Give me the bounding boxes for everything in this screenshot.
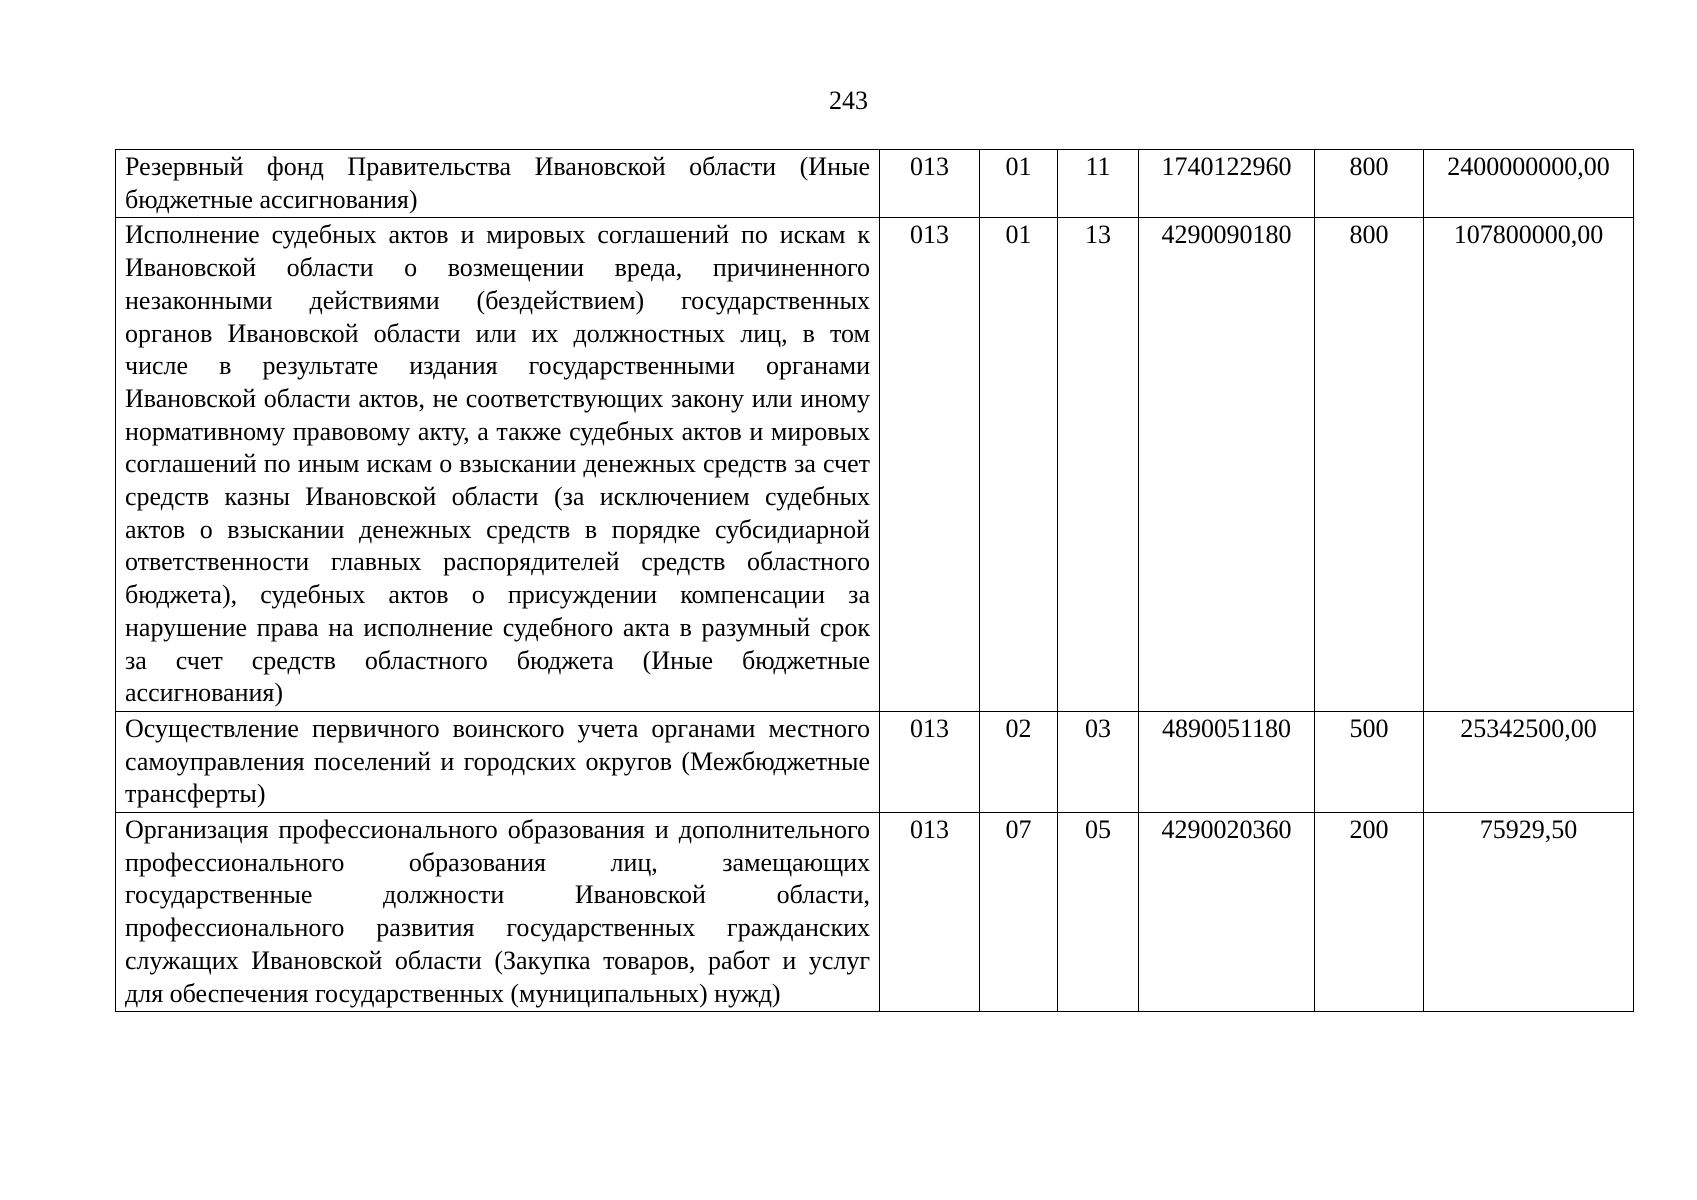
budget-table bbox=[115, 149, 1634, 1012]
target-article-code: 4890051180 bbox=[1139, 711, 1315, 812]
subsection-code: 05 bbox=[1058, 813, 1139, 1012]
subsection-code: 03 bbox=[1058, 711, 1139, 812]
expense-name: Осуществление первичного воинского учета органами местного самоуправления поселений и городских округов (Межбюджетные трансферты) bbox=[116, 711, 880, 812]
page-number: 243 bbox=[829, 86, 868, 115]
section-code: 01 bbox=[980, 218, 1058, 712]
target-article-code: 1740122960 bbox=[1139, 150, 1315, 218]
expense-type-code: 500 bbox=[1315, 711, 1424, 812]
subsection-code: 13 bbox=[1058, 218, 1139, 712]
section-code: 07 bbox=[980, 813, 1058, 1012]
ministry-code: 013 bbox=[880, 813, 980, 1012]
amount: 75929,50 bbox=[1424, 813, 1634, 1012]
expense-name: Резервный фонд Правительства Ивановской области (Иные бюджетные ассигнования) bbox=[116, 150, 880, 218]
ministry-code: 013 bbox=[880, 218, 980, 712]
ministry-code: 013 bbox=[880, 711, 980, 812]
table-row bbox=[116, 813, 1634, 1012]
table-row bbox=[116, 711, 1634, 812]
expense-name: Организация профессионального образования и дополнительного профессионального образования лиц, замещающих государственные должности Ивановской области, профессионального развития государственных гражданских служащих Ивановской области (Закупка товаров, работ и услуг для обеспечения государственных (муниципальных) нужд) bbox=[116, 813, 880, 1012]
table-row bbox=[116, 150, 1634, 218]
table-row bbox=[116, 218, 1634, 712]
target-article-code: 4290020360 bbox=[1139, 813, 1315, 1012]
section-code: 01 bbox=[980, 150, 1058, 218]
expense-name: Исполнение судебных актов и мировых соглашений по искам к Ивановской области о возмещении вреда, причиненного незаконными действиями (бездействием) государственных органов Ивановской области или их должностных лиц, в том числе в результате издания государственными органами Ивановской области актов, не соответствующих закону или иному нормативному правовому акту, а также судебных актов и мировых соглашений по иным искам о взыскании денежных средств за счет средств казны Ивановской области (за исключением судебных актов о взыскании денежных средств в порядке субсидиарной ответственности главных распорядителей средств областного бюджета), судебных актов о присуждении компенсации за нарушение права на исполнение судебного акта в разумный срок за счет средств областного бюджета (Иные бюджетные ассигнования) bbox=[116, 218, 880, 712]
amount: 2400000000,00 bbox=[1424, 150, 1634, 218]
subsection-code: 11 bbox=[1058, 150, 1139, 218]
ministry-code: 013 bbox=[880, 150, 980, 218]
expense-type-code: 800 bbox=[1315, 150, 1424, 218]
expense-type-code: 800 bbox=[1315, 218, 1424, 712]
target-article-code: 4290090180 bbox=[1139, 218, 1315, 712]
section-code: 02 bbox=[980, 711, 1058, 812]
amount: 107800000,00 bbox=[1424, 218, 1634, 712]
amount: 25342500,00 bbox=[1424, 711, 1634, 812]
expense-type-code: 200 bbox=[1315, 813, 1424, 1012]
